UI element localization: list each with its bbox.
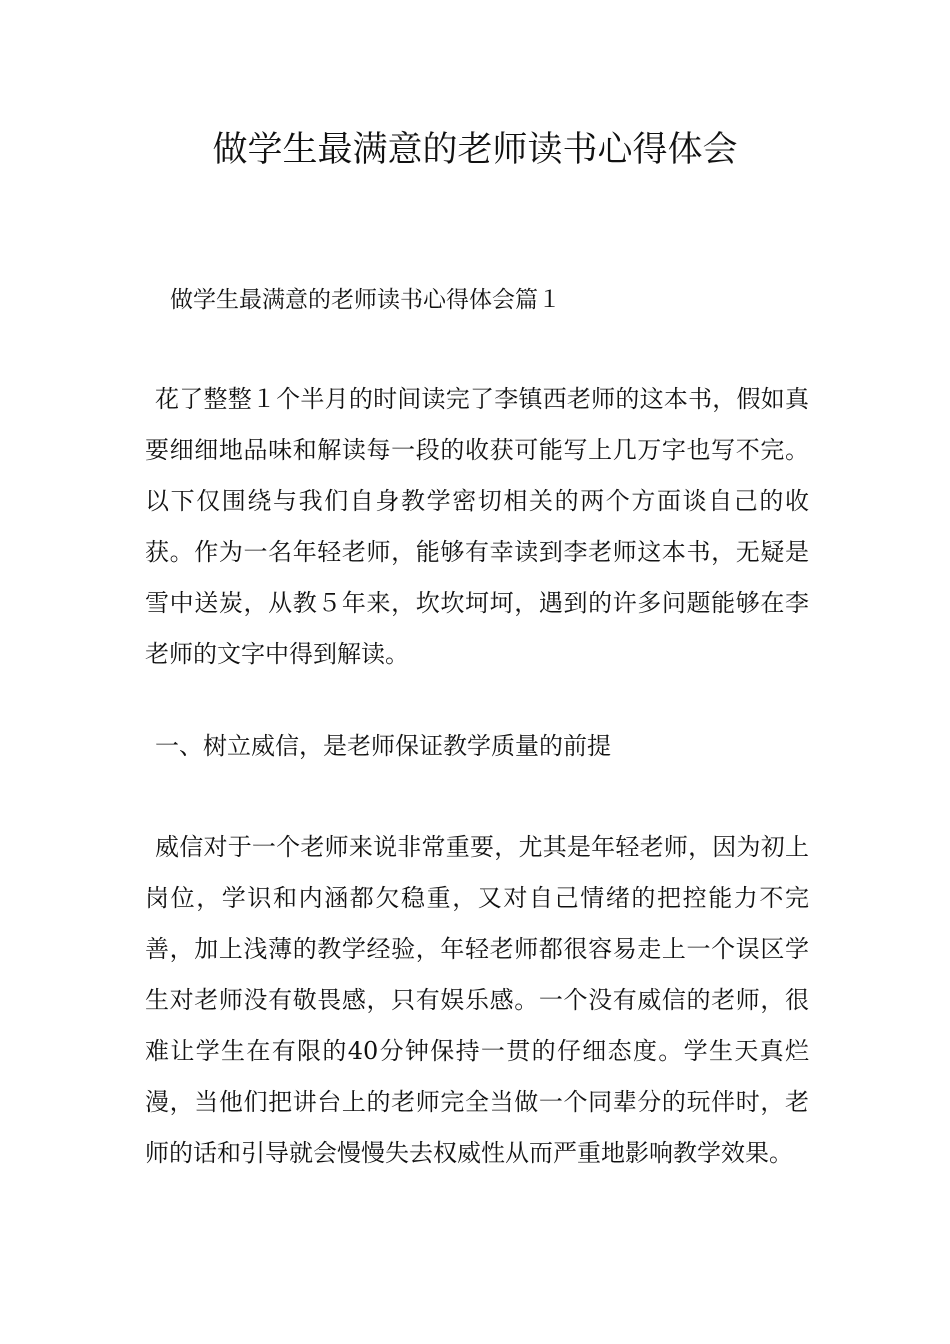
- section-heading: 一、树立威信，是老师保证教学质量的前提: [155, 732, 611, 760]
- article-subtitle: 做学生最满意的老师读书心得体会篇１: [170, 287, 561, 313]
- paragraph-authority: 威信对于一个老师来说非常重要，尤其是年轻老师，因为初上岗位，学识和内涵都欠稳重，又对自己情绪的把控能力不完善，加上浅薄的教学经验，年轻老师都很容易走上一个误区学生对老师没有敬畏感，只有娱乐感。一个没有威信的老师，很难让学生在有限的40分钟保持一贯的仔细态度。学生天真烂漫，当他们把讲台上的老师完全当做一个同辈分的玩伴时，老师的话和引导就会慢慢失去权威性从而严重地影响教学效果。: [145, 833, 809, 1167]
- paragraph-intro: 花了整整１个半月的时间读完了李镇西老师的这本书，假如真要细细地品味和解读每一段的收获可能写上几万字也写不完。以下仅围绕与我们自身教学密切相关的两个方面谈自己的收获。作为一名年轻老师，能够有幸读到李老师这本书，无疑是雪中送炭，从教５年来，坎坎坷坷，遇到的许多问题能够在李老师的文字中得到解读。: [145, 385, 809, 668]
- document-title: 做学生最满意的老师读书心得体会: [212, 130, 738, 170]
